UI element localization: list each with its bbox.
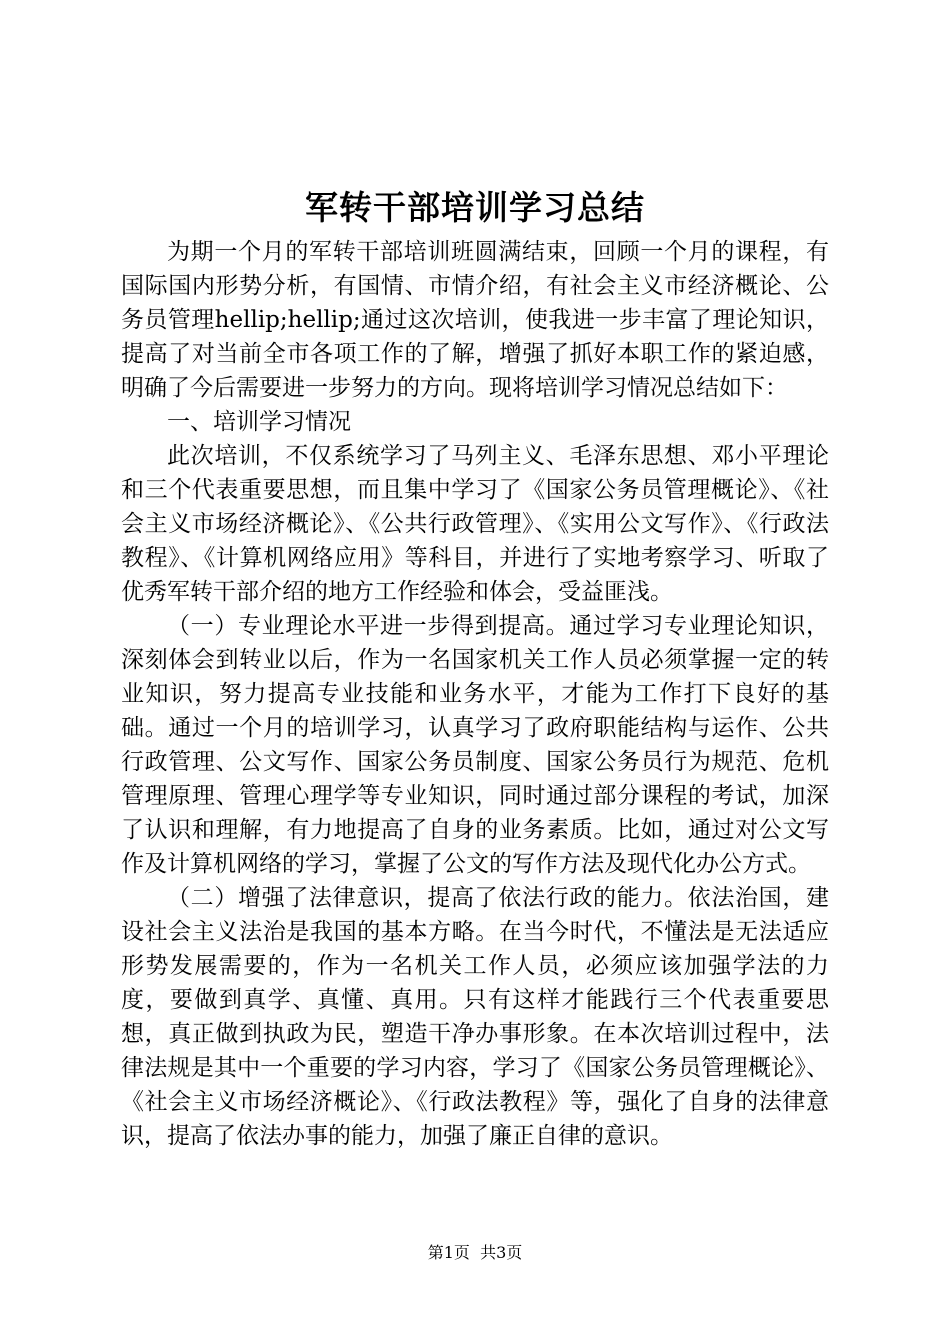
- document-title: 军转干部培训学习总结: [305, 188, 645, 227]
- legal-awareness-paragraph: （二）增强了法律意识，提高了依法行政的能力。依法治国，建设社会主义法治是我国的基本方略。在当今时代，不懂法是无法适应形势发展需要的，作为一名机关工作人员，必须应该加强学法的力度，要做到真学、真懂、真用。只有这样才能践行三个代表重要思想，真正做到执政为民，塑造干净办事形象。在本次培训过程中，法律法规是其中一个重要的学习内容，学习了《国家公务员管理概论》、《社会主义市场经济概论》、《行政法教程》等，强化了自身的法律意识，提高了依法办事的能力，加强了廉正自律的意识。: [121, 885, 829, 1149]
- document-body: [121, 235, 829, 1153]
- theory-level-paragraph: （一）专业理论水平进一步得到提高。通过学习专业理论知识，深刻体会到转业以后，作为一名国家机关工作人员必须掌握一定的转业知识，努力提高专业技能和业务水平，才能为工作打下良好的基础。通过一个月的培训学习，认真学习了政府职能结构与运作、公共行政管理、公文写作、国家公务员制度、国家公务员行为规范、危机管理原理、管理心理学等专业知识，同时通过部分课程的考试，加深了认识和理解，有力地提高了自身的业务素质。比如，通过对公文写作及计算机网络的学习，掌握了公文的写作方法及现代化办公方式。: [121, 613, 829, 877]
- page-number: 第1页 共3页: [427, 1243, 523, 1262]
- intro-paragraph: 为期一个月的军转干部培训班圆满结束，回顾一个月的课程，有国际国内形势分析，有国情、市情介绍，有社会主义市经济概论、公务员管理hellip;hellip;通过这次培训，使我进一步丰富了理论知识，提高了对当前全市各项工作的了解，增强了抓好本职工作的紧迫感，明确了今后需要进一步努力的方向。现将培训学习情况总结如下：: [121, 239, 829, 401]
- training-overview-paragraph: 此次培训，不仅系统学习了马列主义、毛泽东思想、邓小平理论和三个代表重要思想，而且集中学习了《国家公务员管理概论》、《社会主义市场经济概论》、《公共行政管理》、《实用公文写作》、《行政法教程》、《计算机网络应用》等科目，并进行了实地考察学习、听取了优秀军转干部介绍的地方工作经验和体会，受益匪浅。: [121, 443, 829, 605]
- page-footer: [0, 1241, 950, 1265]
- section-heading-1: 一、培训学习情况: [167, 409, 351, 435]
